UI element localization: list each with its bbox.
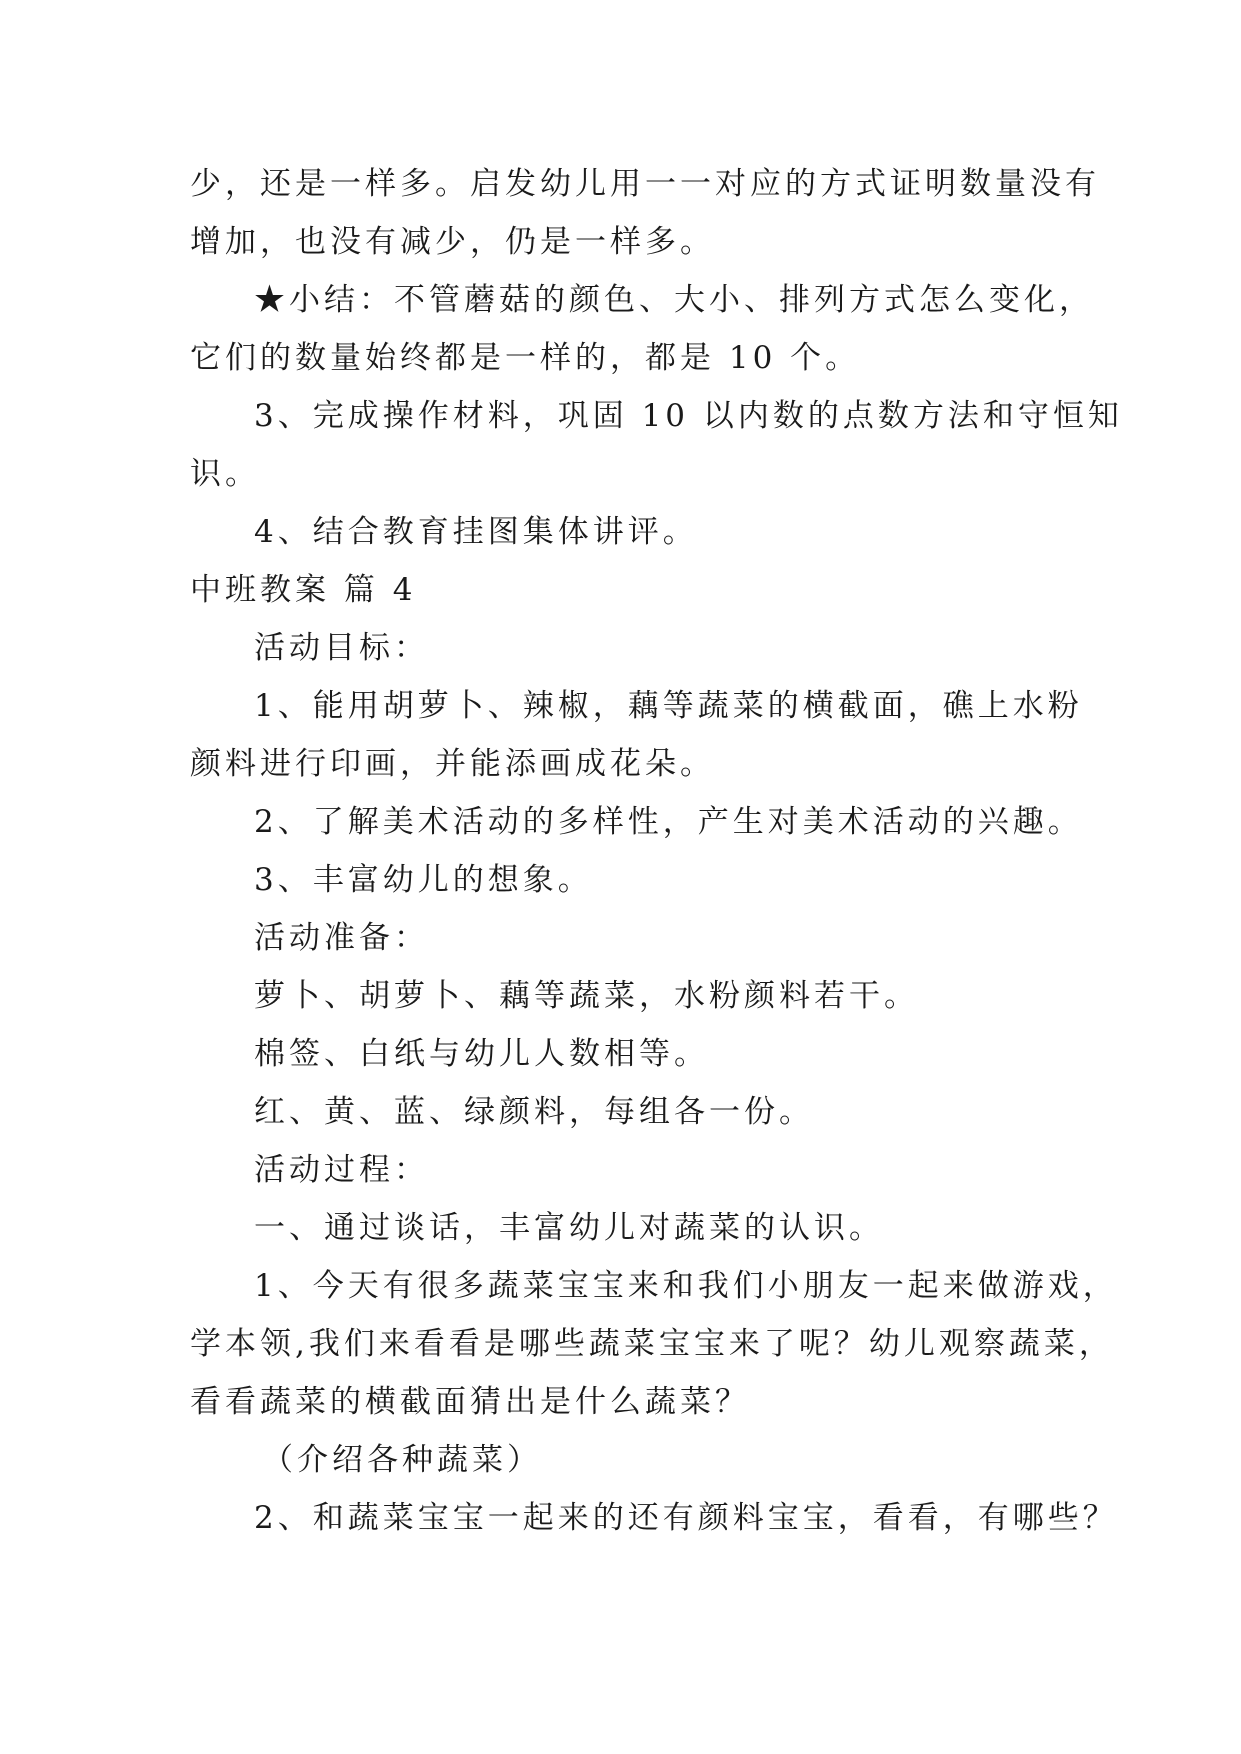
text-line: 少，还是一样多。启发幼儿用一一对应的方式证明数量没有 [190,166,1100,202]
subheading-activity-process: 活动过程： [254,1152,429,1188]
text-line: 颜料进行印画，并能添画成花朵。 [190,746,715,782]
text-line: 看看蔬菜的横截面猜出是什么蔬菜？ [190,1384,750,1420]
text-line: 3、丰富幼儿的想象。 [254,862,593,898]
text-line: 1、今天有很多蔬菜宝宝来和我们小朋友一起来做游戏， [254,1268,1118,1304]
summary-line: ★小结：不管蘑菇的颜色、大小、排列方式怎么变化， [254,282,1094,318]
section-heading: 中班教案 篇 4 [190,572,417,608]
text-line: 识。 [190,456,260,492]
text-line: 2、和蔬菜宝宝一起来的还有颜料宝宝，看看，有哪些？ [254,1500,1118,1536]
text-line: （介绍各种蔬菜） [262,1442,542,1478]
text-line: 棉签、白纸与幼儿人数相等。 [254,1036,709,1072]
text-line: 它们的数量始终都是一样的，都是 10 个。 [190,340,861,376]
text-line: 1、能用胡萝卜、辣椒，藕等蔬菜的横截面，礁上水粉 [254,688,1083,724]
text-line: 3、完成操作材料，巩固 10 以内数的点数方法和守恒知 [254,398,1123,434]
document-page [190,155,1123,1547]
text-line: 4、结合教育挂图集体讲评。 [254,514,698,550]
text-line: 萝卜、胡萝卜、藕等蔬菜，水粉颜料若干。 [254,978,919,1014]
subheading-activity-goals: 活动目标： [254,630,429,666]
text-line: 红、黄、蓝、绿颜料，每组各一份。 [254,1094,814,1130]
text-line: 增加，也没有减少，仍是一样多。 [190,224,715,260]
text-line: 一、通过谈话，丰富幼儿对蔬菜的认识。 [254,1210,884,1246]
text-line: 2、了解美术活动的多样性，产生对美术活动的兴趣。 [254,804,1083,840]
subheading-activity-prep: 活动准备： [254,920,429,956]
text-line: 学本领,我们来看看是哪些蔬菜宝宝来了呢？幼儿观察蔬菜， [190,1326,1114,1362]
